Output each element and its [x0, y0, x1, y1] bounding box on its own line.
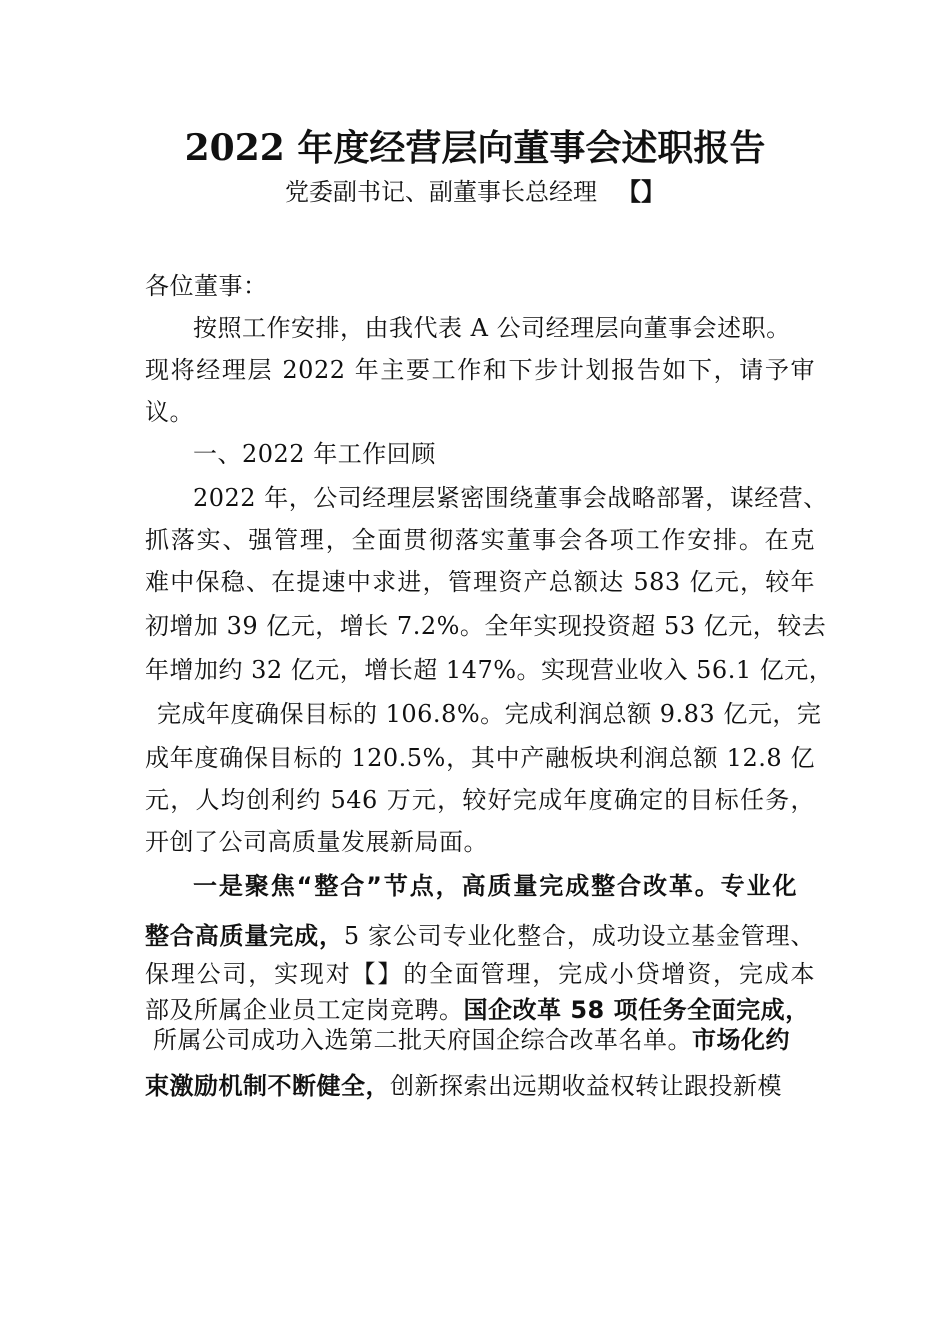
subtitle-name-placeholder: 【】 [617, 177, 665, 206]
paragraph-line-mixed [145, 1066, 815, 1106]
bold-phrase: 国企改革 58 项任务全面完成， [463, 996, 810, 1024]
bold-phrase: 整合高质量完成， [145, 922, 344, 950]
paragraph-line: 初增加 39 亿元，增长 7.2%。全年实现投资超 53 亿元，较去 [145, 612, 827, 640]
paragraph-line: 成年度确保目标的 120.5%，其中产融板块利润总额 12.8 亿 [145, 744, 815, 772]
paragraph-line: 开创了公司高质量发展新局面。 [145, 828, 488, 856]
paragraph-line: 年增加约 32 亿元，增长超 147%。实现营业收入 56.1 亿元， [145, 656, 834, 684]
paragraph-line-mixed [153, 1020, 815, 1060]
intro-line-3: 议。 [145, 398, 194, 426]
paragraph-line: 保理公司，实现对【】的全面管理，完成小贷增资，完成本 [145, 960, 815, 988]
bold-phrase: 市场化约 [692, 1026, 790, 1054]
paragraph-line: 难中保稳、在提速中求进，管理资产总额达 583 亿元，较年 [145, 568, 815, 596]
subtitle [0, 172, 950, 212]
intro-line-1: 按照工作安排，由我代表 A 公司经理层向董事会述职。 [193, 314, 791, 342]
page-title: 2022 年度经营层向董事会述职报告 [184, 127, 766, 169]
paragraph-line: 元，人均创利约 546 万元，较好完成年度确定的目标任务， [145, 786, 815, 814]
plain-phrase: 部及所属企业员工定岗竞聘。 [145, 996, 464, 1024]
plain-phrase: 创新探索出远期收益权转让跟投新模 [390, 1072, 782, 1100]
paragraph-line-mixed [145, 916, 815, 956]
section-heading: 一、2022 年工作回顾 [193, 440, 436, 468]
intro-line-2: 现将经理层 2022 年主要工作和下步计划报告如下，请予审 [145, 356, 815, 384]
plain-phrase: 所属公司成功入选第二批天府国企综合改革名单。 [153, 1026, 692, 1054]
bold-lead-line: 一是聚焦“整合”节点，高质量完成整合改革。专业化 [193, 872, 797, 900]
paragraph-line: 2022 年，公司经理层紧密围绕董事会战略部署，谋经营、 [193, 484, 828, 512]
paragraph-line: 完成年度确保目标的 106.8%。完成利润总额 9.83 亿元，完 [157, 700, 822, 728]
paragraph-line: 抓落实、强管理，全面贯彻落实董事会各项工作安排。在克 [145, 526, 815, 554]
subtitle-role: 党委副书记、副董事长总经理 [285, 178, 597, 206]
greeting: 各位董事： [145, 272, 268, 300]
plain-phrase: 5 家公司专业化整合，成功设立基金管理、 [343, 922, 816, 950]
bold-phrase: 束激励机制不断健全， [145, 1072, 390, 1100]
